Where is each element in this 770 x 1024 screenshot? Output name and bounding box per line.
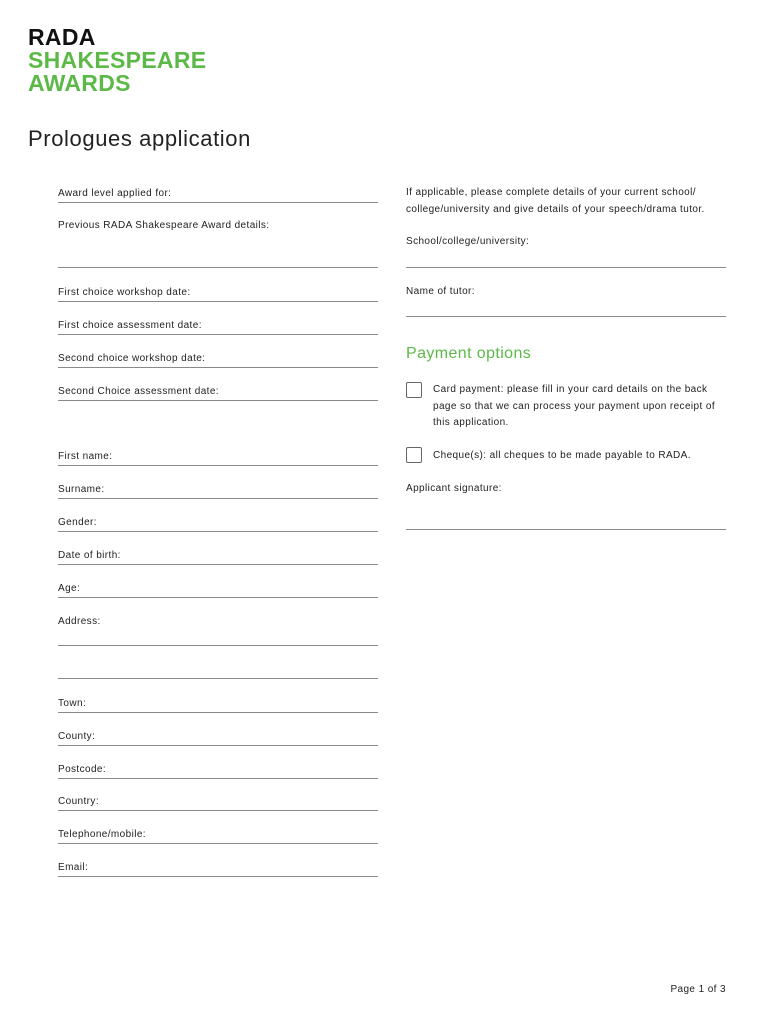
gender-field[interactable] [58, 513, 378, 532]
tutor-field[interactable] [406, 316, 726, 317]
previous-details-label: Previous RADA Shakespeare Award details: [58, 220, 270, 231]
cheque-checkbox[interactable] [406, 447, 422, 463]
town-field[interactable] [58, 694, 378, 713]
card-payment-line-2: page so that we can process your payment upon receipt of [433, 401, 715, 412]
card-payment-line-3: this application. [433, 417, 509, 428]
school-label: School/college/university: [406, 236, 530, 247]
telephone-field[interactable] [58, 825, 378, 844]
age-label: Age: [58, 583, 81, 594]
first-assessment-label: First choice assessment date: [58, 320, 202, 331]
address-line-2[interactable] [58, 678, 378, 679]
first-workshop-field[interactable] [58, 283, 378, 302]
second-workshop-field[interactable] [58, 349, 378, 368]
email-label: Email: [58, 862, 89, 873]
logo-line-awards: AWARDS [28, 70, 131, 96]
first-name-label: First name: [58, 451, 113, 462]
postcode-label: Postcode: [58, 764, 107, 775]
gender-label: Gender: [58, 517, 97, 528]
country-field[interactable] [58, 792, 378, 811]
address-label: Address: [58, 616, 101, 627]
logo-line-shakespeare: SHAKESPEARE [28, 47, 207, 73]
county-field[interactable] [58, 727, 378, 746]
card-payment-line-1: Card payment: please fill in your card details on the back [433, 384, 708, 395]
first-assessment-field[interactable] [58, 316, 378, 335]
first-name-field[interactable] [58, 447, 378, 466]
school-intro-line-2: college/university and give details of your speech/drama tutor. [406, 204, 705, 215]
first-workshop-label: First choice workshop date: [58, 287, 191, 298]
address-field[interactable] [58, 612, 378, 646]
payment-options-heading: Payment options [406, 345, 532, 362]
cheque-label: Cheque(s): all cheques to be made payable to RADA. [433, 450, 691, 461]
postcode-field[interactable] [58, 760, 378, 779]
dob-field[interactable] [58, 546, 378, 565]
email-field[interactable] [58, 858, 378, 877]
logo-line-rada: RADA [28, 24, 96, 50]
previous-details-line[interactable] [58, 267, 378, 268]
school-field[interactable] [406, 267, 726, 268]
second-assessment-label: Second Choice assessment date: [58, 386, 219, 397]
telephone-label: Telephone/mobile: [58, 829, 146, 840]
dob-label: Date of birth: [58, 550, 121, 561]
second-assessment-field[interactable] [58, 382, 378, 401]
town-label: Town: [58, 698, 87, 709]
card-payment-checkbox[interactable] [406, 382, 422, 398]
signature-field[interactable] [406, 529, 726, 530]
second-workshop-label: Second choice workshop date: [58, 353, 206, 364]
tutor-label: Name of tutor: [406, 286, 475, 297]
rada-logo [28, 26, 206, 95]
age-field[interactable] [58, 579, 378, 598]
surname-field[interactable] [58, 480, 378, 499]
surname-label: Surname: [58, 484, 105, 495]
county-label: County: [58, 731, 96, 742]
page-title: Prologues application [28, 126, 251, 151]
page-number: Page 1 of 3 [670, 984, 726, 995]
school-intro-line-1: If applicable, please complete details of your current school/ [406, 187, 696, 198]
award-level-field[interactable] [58, 184, 378, 203]
country-label: Country: [58, 796, 99, 807]
signature-label: Applicant signature: [406, 483, 502, 494]
award-level-label: Award level applied for: [58, 188, 172, 199]
